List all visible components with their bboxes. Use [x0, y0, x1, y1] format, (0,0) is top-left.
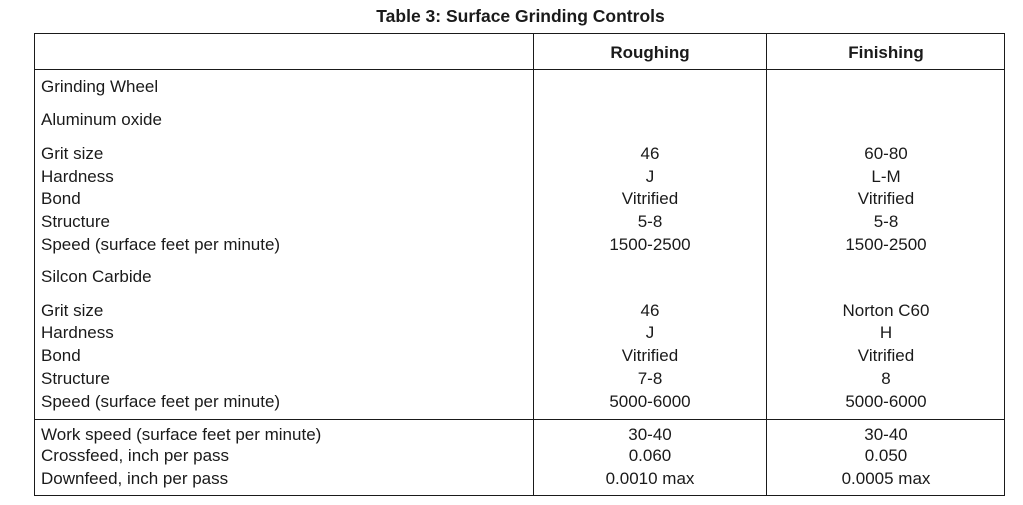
row-label: Speed (surface feet per minute) — [41, 392, 281, 411]
cell-roughing: J — [645, 167, 655, 186]
cell-finishing: 30-40 — [864, 425, 908, 444]
cell-finishing: 5000-6000 — [845, 392, 927, 411]
cell-roughing: 5-8 — [637, 212, 663, 231]
cell-finishing: H — [879, 323, 893, 342]
cell-roughing: 46 — [640, 144, 660, 163]
column-header-roughing: Roughing — [610, 43, 690, 62]
cell-finishing: 60-80 — [864, 144, 908, 163]
cell-finishing: Vitrified — [857, 346, 915, 365]
cell-roughing: 5000-6000 — [609, 392, 691, 411]
row-label: Structure — [41, 212, 110, 231]
column-header-finishing: Finishing — [848, 43, 924, 62]
row-label: Structure — [41, 369, 110, 388]
row-label: Bond — [41, 346, 81, 365]
cell-roughing: 46 — [640, 301, 660, 320]
cell-finishing: 8 — [881, 369, 891, 388]
cell-finishing: 5-8 — [873, 212, 899, 231]
cell-finishing: L-M — [871, 167, 901, 186]
cell-finishing: Vitrified — [857, 189, 915, 208]
cell-roughing: Vitrified — [621, 189, 679, 208]
row-label: Downfeed, inch per pass — [41, 469, 229, 488]
cell-roughing: 0.0010 max — [605, 469, 695, 488]
cell-roughing: 1500-2500 — [609, 235, 691, 254]
row-label: Grit size — [41, 301, 104, 320]
cell-roughing: 30-40 — [628, 425, 672, 444]
section-divider — [35, 419, 1004, 420]
header-divider — [35, 69, 1004, 70]
cell-finishing: 0.0005 max — [841, 469, 931, 488]
cell-roughing: Vitrified — [621, 346, 679, 365]
subsection-label-silicon-carbide: Silcon Carbide — [41, 267, 152, 286]
row-label: Work speed (surface feet per minute) — [41, 425, 322, 444]
grinding-controls-table — [34, 33, 1005, 496]
cell-roughing: 0.060 — [628, 446, 672, 465]
row-label: Grit size — [41, 144, 104, 163]
row-label: Crossfeed, inch per pass — [41, 446, 230, 465]
cell-finishing: Norton C60 — [842, 301, 930, 320]
cell-finishing: 1500-2500 — [845, 235, 927, 254]
cell-roughing: 7-8 — [637, 369, 663, 388]
section-label-grinding-wheel: Grinding Wheel — [41, 77, 159, 96]
cell-roughing: J — [645, 323, 655, 342]
row-label: Hardness — [41, 323, 114, 342]
table-title: Table 3: Surface Grinding Controls — [376, 6, 665, 26]
subsection-label-aluminum-oxide: Aluminum oxide — [41, 110, 162, 129]
row-label: Speed (surface feet per minute) — [41, 235, 281, 254]
row-label: Hardness — [41, 167, 114, 186]
row-label: Bond — [41, 189, 81, 208]
cell-finishing: 0.050 — [864, 446, 908, 465]
